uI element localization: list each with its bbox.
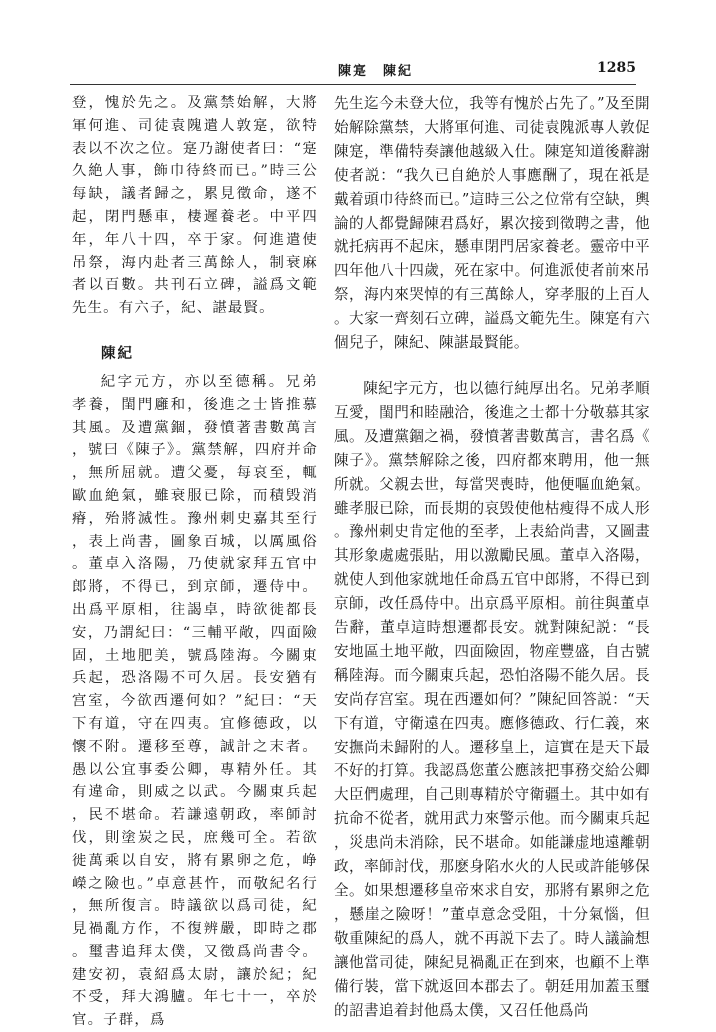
right-paragraph-chen-shi: 先生迄今未登大位，我等有愧於占先了。”及至開始解除黨禁，大將軍何進、司徒袁隗派專人敦促陳寔，準備特奏讓他越級入仕。陳寔知道後辭謝使者説：“我久已自絶於人事應酬了，現在祇是戴着頭巾待終而已。”這時三公之位常有空缺，輿論的人都覺歸陳君爲好，累次接到徵聘之書，他就托病再不起床，懸車閉門居家養老。靈帝中平四年他八十四歲，死在家中。何進派使者前來吊祭，海内來哭悼的有三萬餘人，穿孝服的上百人。大家一齊刻石立碑，謚爲文範先生。陳寔有六個兒子，陳紀、陳諶最賢能。 <box>334 95 650 352</box>
right-paragraph-chen-ji: 陳紀字元方，也以德行純厚出名。兄弟孝順互愛，閨門和睦融洽，後進之士都十分敬慕其家風。及遭黨錮之禍，發憤著書數萬言，書名爲《陳子》。黨禁解除之後，四府都來聘用，他一無所就。父親去世，每當哭喪時，他便嘔血絶氣。雖孝服已除，而長期的哀毁使他枯瘦得不成人形。豫州刺史肯定他的至孝，上表給尚書，又圖畫其形象處處張貼，用以激勵民風。董卓入洛陽，就使人到他家就地任命爲五官中郎將，不得已到京師，改任爲侍中。出京爲平原相。前往與董卓告辭，董卓這時想遷都長安。就對陳紀説：“長安地區土地平敞，四面險固，物産豐盛，自古號稱陸海。而今關東兵起，恐怕洛陽不能久居。長安尚存宫室。現在西遷如何？”陳紀回答説：“天下有道，守衛遠在四夷。應修德政、行仁義，來安撫尚未歸附的人。遷移皇上，這實在是天下最不好的打算。我認爲您董公應該把事務交給公卿大臣們處理，自己則專精於守衛疆土。其中如有抗命不從者，就用武力來警示他。而今關東兵起，災患尚未消除，民不堪命。如能謙虚地遠離朝政，率師討伐，那麽身陷水火的人民或許能够保全。如果想遷移皇帝來求自安，那將有累卵之危，懸崖之險呀！”董卓意念受阻，十分氣惱，但敬重陳紀的爲人，就不再説下去了。時人議論想讓他當司徒，陳紀見禍亂正在到來，也顧不上準備行裝，當下就返回本郡去了。朝廷用加蓋玉璽的詔書追着封他爲太僕，又召任他爲尚 <box>334 379 650 1019</box>
page-header <box>70 60 636 82</box>
left-paragraph-chen-shi: 登，愧於先之。及黨禁始解，大將軍何進、司徒袁隗遣人敦寔，欲特表以不次之位。寔乃謝使者曰：“寔久絶人事，飾巾待終而已。”時三公每缺，議者歸之，累見徵命，遂不起，閉門懸車，棲遲養老。中平四年，年八十四，卒于家。何進遣使吊祭，海内赴者三萬餘人，制衰麻者以百數。共刊石立碑，謚爲文範先生。有六子，紀、諶最賢。 <box>72 95 318 317</box>
header-rule <box>70 84 636 85</box>
running-title: 陳寔 陳紀 <box>338 64 414 79</box>
section-heading-chen-ji: 陳紀 <box>101 344 134 362</box>
page-number: 1285 <box>597 60 636 76</box>
right-column-translation <box>334 92 650 1022</box>
left-paragraph-chen-ji: 紀字元方，亦以至德稱。兄弟孝養，閨門廱和，後進之士皆推慕其風。及遭黨錮，發憤著書數萬言，號曰《陳子》。黨禁解，四府并命，無所屈就。遭父憂，每哀至，輒歐血絶氣，雖衰服已除，而積毁消瘠，殆將滅性。豫州刺史嘉其至行，表上尚書，圖象百城，以厲風俗。董卓入洛陽，乃使就家拜五官中郎將，不得已，到京師，遷侍中。出爲平原相，往謁卓，時欲徙都長安，乃謂紀曰：“三輔平敞，四面險固，土地肥美，號爲陸海。今關東兵起，恐洛陽不可久居。長安猶有宫室，今欲西遷何如？”紀曰：“天下有道，守在四夷。宜修德政，以懷不附。遷移至尊，誠計之末者。愚以公宜事委公卿，專精外任。其有違命，則威之以武。今關東兵起，民不堪命。若謙遠朝政，率師討伐，則塗炭之民，庶幾可全。若欲徙萬乘以自安，將有累卵之危，峥嶸之險也。”卓意甚忤，而敬紀名行，無所復言。時議欲以爲司徒，紀見禍亂方作，不復辨嚴，即時之郡。璽書追拜太僕，又徵爲尚書令。建安初，袁紹爲太尉，讓於紀；紀不受，拜大鴻臚。年七十一，卒於官。子群，爲 <box>72 373 318 1029</box>
left-column-classical-text <box>72 92 318 1032</box>
